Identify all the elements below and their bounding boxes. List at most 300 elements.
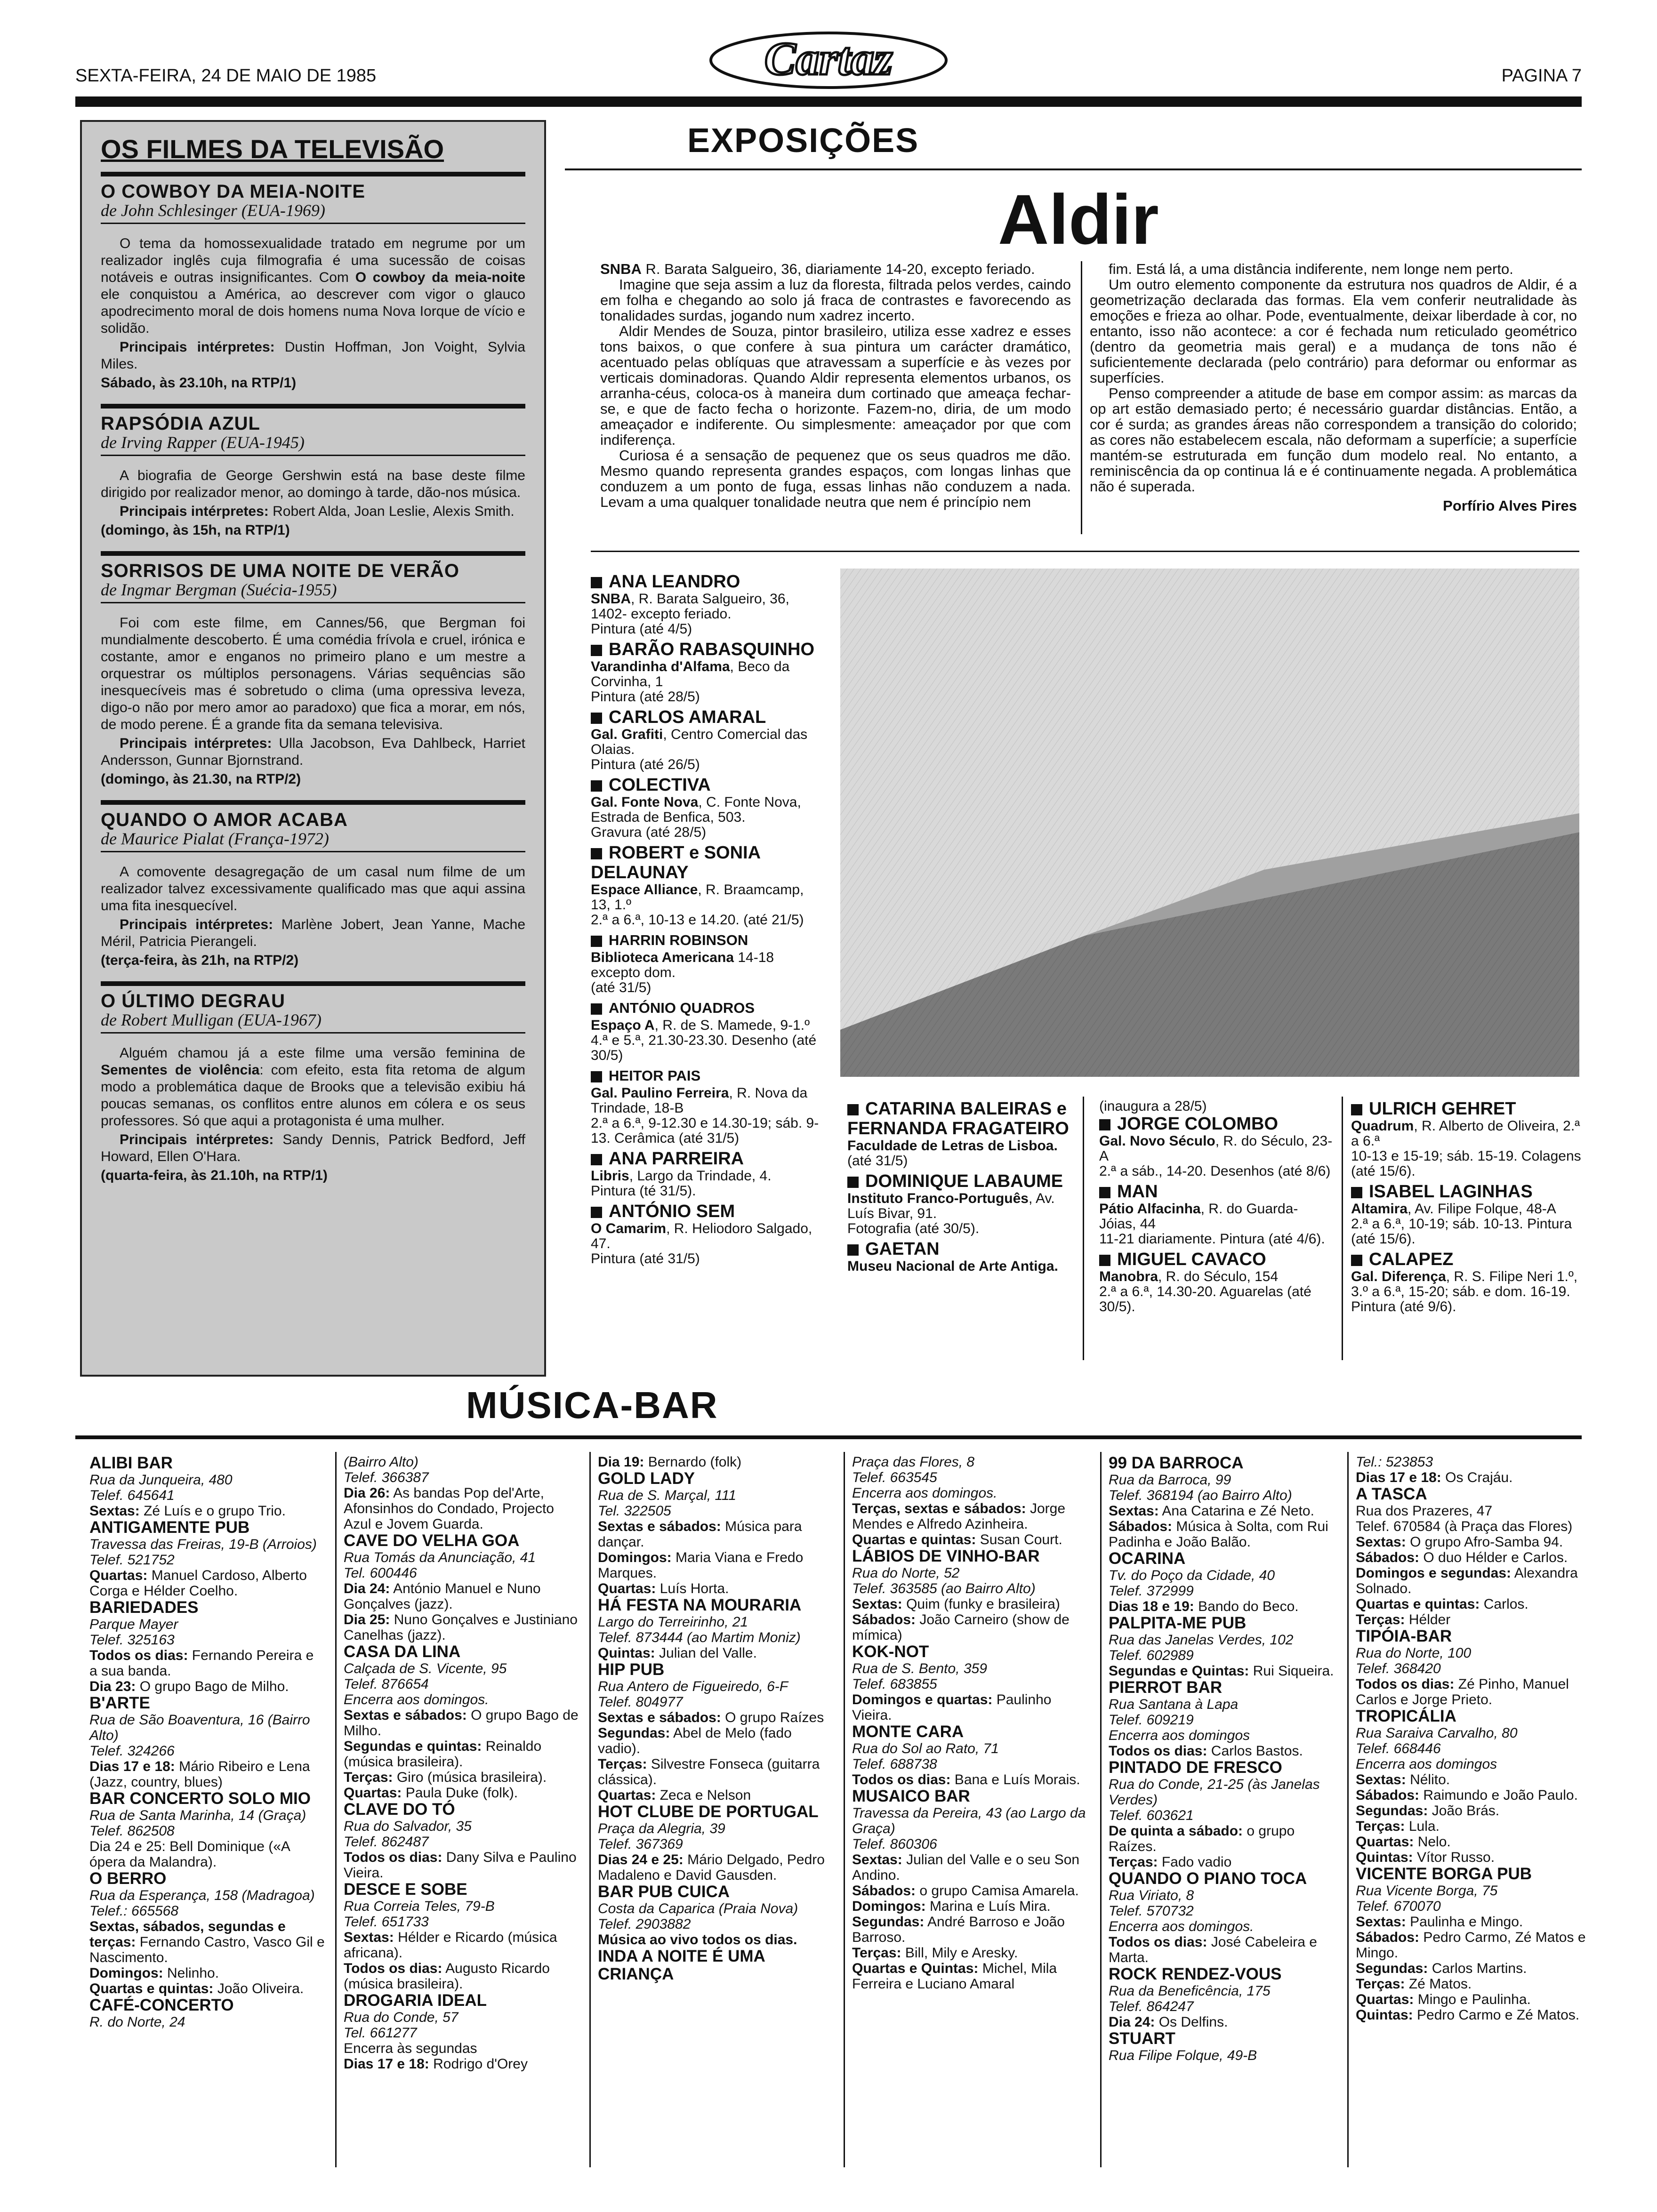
bar-address: Telef. 864247 xyxy=(1109,1999,1194,2014)
exhibition-entry xyxy=(1099,1250,1335,1314)
cast-label: Principais intérpretes: xyxy=(120,504,269,519)
exhibition-entry xyxy=(1351,1182,1582,1247)
bar-note: Telef. 670584 (à Praça das Flores) xyxy=(1356,1519,1573,1534)
column-divider xyxy=(1100,1452,1102,2167)
bar-address: Telef. 860306 xyxy=(852,1836,937,1852)
bar-schedule: Terças, sextas e sábados: Jorge Mendes e Alfredo Azinheira. xyxy=(852,1501,1066,1532)
artist-name xyxy=(591,572,826,592)
article-paragraph: Aldir Mendes de Souza, pintor brasileiro, utiliza esse xadrez e esses tons baixos, o que confere à sua pintura um carácter dramático, acentuado pelas oblíquas que atravessam a superfície e às vezes por verticais dominadoras. Quando Aldir representa elementos urbanos, os arranha-céus, coloca-os à maneira dum cortinado que ameaça fechar-se, e que de facto fecha o horizonte. Fazem-no, diria, de um modo ameaçador e indiferente. Ou simplesmente: ameaçador por que com indiferença. xyxy=(600,323,1071,448)
bar-name: ROCK RENDEZ-VOUS xyxy=(1109,1965,1282,1983)
bar-name: VICENTE BORGA PUB xyxy=(1356,1865,1532,1883)
artist-name-text: ANTÓNIO QUADROS xyxy=(609,1000,755,1016)
bar-address: Telef. 668446 xyxy=(1356,1741,1441,1756)
schedule-day: Dia 23: xyxy=(89,1679,136,1694)
bar-schedule: Todos os dias: Fernando Pereira e a sua banda. xyxy=(89,1648,314,1679)
bar-schedule: Quartas: Nelo. xyxy=(1356,1834,1451,1850)
schedule-day: Quintas: xyxy=(1356,1850,1413,1865)
exhibition-info: Pintura (até 9/6). xyxy=(1351,1299,1456,1314)
bar-address: Telef. 670070 xyxy=(1356,1899,1441,1914)
article-venue: SNBA xyxy=(600,261,642,277)
bar-schedule: Sextas: Nélito. xyxy=(1356,1772,1450,1787)
exhibitions-title: EXPOSIÇÕES xyxy=(687,122,919,160)
venue-name: Altamira xyxy=(1351,1201,1408,1217)
film-title: QUANDO O AMOR ACABA xyxy=(101,809,348,830)
cartaz-logo xyxy=(701,19,956,94)
bar-schedule: Quartas: Paula Duke (folk). xyxy=(344,1785,518,1801)
film-title-ref: O cowboy da meia-noite xyxy=(355,270,525,285)
bar-schedule: Todos os dias: Augusto Ricardo (música brasileira). xyxy=(344,1961,550,1992)
bullet-square-icon xyxy=(591,1003,602,1015)
bar-schedule: Segundas: Carlos Martins. xyxy=(1356,1961,1527,1976)
bar-schedule: Quintas: Pedro Carmo e Zé Matos. xyxy=(1356,2007,1580,2023)
bullet-square-icon xyxy=(591,848,602,859)
bar-schedule: Dias 17 e 18: Mário Ribeiro e Lena (Jazz, country, blues) xyxy=(89,1759,310,1790)
bar-address: Rua da Junqueira, 480 xyxy=(89,1472,233,1488)
schedule-day: Sábados: xyxy=(1356,1550,1420,1565)
artist-name-text: COLECTIVA xyxy=(609,775,711,795)
bar-address: Telef. 521752 xyxy=(89,1552,175,1568)
bar-schedule: Sábados: O duo Hélder e Carlos. xyxy=(1356,1550,1568,1565)
schedule-day: Quartas e quintas: xyxy=(852,1532,976,1547)
artist-name-text: GAETAN xyxy=(865,1239,940,1259)
exhibition-entry xyxy=(1099,1114,1335,1179)
bar-name: PALPITA-ME PUB xyxy=(1109,1614,1247,1632)
inauguration-note: (inaugura a 28/5) xyxy=(1099,1098,1207,1114)
exhibition-info: (até 31/5) xyxy=(591,980,652,995)
schedule-day: Dias 24 e 25: xyxy=(598,1852,684,1867)
artist-name xyxy=(591,1149,826,1169)
exhibition-entry xyxy=(1351,1099,1582,1179)
film-director: de Ingmar Bergman (Suécia-1955) xyxy=(101,581,525,603)
cast-label: Principais intérpretes: xyxy=(120,917,273,932)
bar-address: Rua do Sol ao Rato, 71 xyxy=(852,1741,999,1756)
venue-name: SNBA xyxy=(591,591,631,607)
bar-schedule: Quartas e Quintas: Michel, Mila Ferreira e Luciano Amaral xyxy=(852,1961,1057,1992)
film-synopsis: O tema da homossexualidade tratado em negrume por um realizador inglês cuja filmografia é uma sucessão de coisas notáveis e outras insignificantes. Com O cowboy da meia-noite ele conquistou a América, ao descrever com vigor o glauco apodrecimento moral de dois homens numa Nova Iorque de vício e solidão. xyxy=(101,236,525,336)
bar-schedule: Quintas: Julian del Valle. xyxy=(598,1645,757,1661)
exhibition-info: 2.ª a 6.ª, 10-13 e 14.20. (até 21/5) xyxy=(591,912,804,928)
exhibition-venue: Pátio Alfacinha, R. do Guarda-Jóias, 44 xyxy=(1099,1201,1298,1232)
bar-address: Costa da Caparica (Praia Nova) xyxy=(598,1901,798,1916)
bar-name: KOK-NOT xyxy=(852,1643,929,1661)
bullet-square-icon xyxy=(591,936,602,947)
bar-address: (Bairro Alto) xyxy=(344,1454,418,1470)
bar-schedule: Sábados: Raimundo e João Paulo. xyxy=(1356,1787,1578,1803)
bar-schedule: Todos os dias: José Cabeleira e Marta. xyxy=(1109,1934,1317,1965)
venue-name: Museu Nacional de Arte Antiga. xyxy=(847,1258,1058,1274)
bar-name: PINTADO DE FRESCO xyxy=(1109,1758,1282,1777)
column-divider xyxy=(1083,1097,1084,1360)
bar-address: Rua do Norte, 52 xyxy=(852,1565,960,1581)
bar-schedule: Todos os dias: Bana e Luís Morais. xyxy=(852,1772,1080,1787)
venue-name: Espaço A xyxy=(591,1018,655,1033)
exhibition-venue: Libris, Largo da Trindade, 4. xyxy=(591,1168,772,1184)
bar-address: Telef. 324266 xyxy=(89,1743,175,1759)
film-synopsis: A biografia de George Gershwin está na base deste filme dirigido por realizador menor, ao domingo à tarde, dão-nos música. xyxy=(101,468,525,500)
venue-name: Instituto Franco-Português xyxy=(847,1191,1029,1206)
film-schedule: (terça-feira, às 21h, na RTP/2) xyxy=(101,953,299,968)
bar-address: R. do Norte, 24 xyxy=(89,2014,185,2030)
exhibition-entry xyxy=(847,1099,1078,1169)
exhibition-entry xyxy=(591,998,826,1063)
bar-schedule: Sextas: Paulinha e Mingo. xyxy=(1356,1914,1523,1930)
bar-schedule: Dias 17 e 18: Os Crajáu. xyxy=(1356,1470,1513,1485)
exhibition-venue: Gal. Fonte Nova, C. Fonte Nova, Estrada de Benfica, 503. xyxy=(591,794,801,825)
bar-schedule: Dia 19: Bernardo (folk) xyxy=(598,1454,742,1470)
venue-name: Espace Alliance xyxy=(591,882,698,898)
bar-address: Praça das Flores, 8 xyxy=(852,1454,975,1470)
bullet-square-icon xyxy=(591,577,602,588)
bar-name: CAVE DO VELHA GOA xyxy=(344,1531,520,1550)
bar-address: Tel. 322505 xyxy=(598,1503,671,1519)
artist-name xyxy=(1351,1250,1582,1269)
bar-name: CAFÉ-CONCERTO xyxy=(89,1996,234,2014)
artist-name-text: MIGUEL CAVACO xyxy=(1117,1250,1266,1269)
column-divider xyxy=(589,1452,591,2167)
bar-address: Encerra aos domingos. xyxy=(344,1692,489,1707)
schedule-day: Terças: xyxy=(1356,1612,1405,1627)
schedule-day: Quartas e quintas: xyxy=(89,1981,214,1996)
bar-address: Telef. 570732 xyxy=(1109,1903,1194,1919)
film-director: de Irving Rapper (EUA-1945) xyxy=(101,434,525,456)
bar-schedule: Sextas, sábados, segundas e terças: Fernando Castro, Vasco Gil e Nascimento. xyxy=(89,1919,325,1965)
film-director: de Robert Mulligan (EUA-1967) xyxy=(101,1011,525,1034)
exhibition-info: Pintura (até 26/5) xyxy=(591,757,700,772)
film-entry xyxy=(101,800,525,969)
bar-schedule: Segundas e quintas: Reinaldo (música brasileira). xyxy=(344,1739,542,1770)
schedule-day: Sábados: xyxy=(1356,1787,1420,1803)
bullet-square-icon xyxy=(1099,1255,1110,1266)
bar-address: Rua da Barroca, 99 xyxy=(1109,1472,1231,1488)
article-signature: Porfírio Alves Pires xyxy=(1443,497,1577,514)
bar-schedule: Sábados: Pedro Carmo, Zé Matos e Mingo. xyxy=(1356,1930,1586,1961)
exhibition-venue: Espace Alliance, R. Braamcamp, 13, 1.º xyxy=(591,882,804,913)
bullet-square-icon xyxy=(847,1177,859,1188)
artist-name xyxy=(591,1202,826,1221)
bar-name: A TASCA xyxy=(1356,1485,1427,1503)
cast-label: Principais intérpretes: xyxy=(120,1132,274,1147)
schedule-day: Sábados: xyxy=(852,1612,916,1627)
bar-schedule: Domingos: Nelinho. xyxy=(89,1965,219,1981)
bar-address: Rua Santana à Lapa xyxy=(1109,1697,1239,1712)
venue-name: Gal. Novo Século xyxy=(1099,1133,1215,1149)
column-divider xyxy=(1081,261,1082,534)
exhibition-venue: Altamira, Av. Filipe Folque, 48-A xyxy=(1351,1201,1556,1217)
bar-schedule: Todos os dias: Zé Pinho, Manuel Carlos e Jorge Prieto. xyxy=(1356,1676,1569,1707)
music-rule xyxy=(75,1435,1582,1439)
schedule-day: Sábados: xyxy=(1356,1930,1420,1945)
schedule-day: Todos os dias: xyxy=(1109,1934,1207,1950)
artist-name xyxy=(591,998,826,1018)
venue-name: Biblioteca Americana xyxy=(591,950,734,965)
bar-schedule: Sábados: o grupo Camisa Amarela. xyxy=(852,1883,1079,1899)
schedule-day: Dias 17 e 18: xyxy=(344,2056,429,2072)
schedule-day: Quartas: xyxy=(1356,1992,1414,2007)
bar-schedule: Sextas e sábados: O grupo Raízes xyxy=(598,1710,824,1725)
exhibition-info: Pintura (até 4/5) xyxy=(591,621,692,637)
bar-name: ANTIGAMENTE PUB xyxy=(89,1518,250,1537)
bar-address: Rua Viriato, 8 xyxy=(1109,1888,1194,1903)
bar-schedule: Terças: Lula. xyxy=(1356,1819,1440,1834)
exhibition-info: Gravura (até 28/5) xyxy=(591,825,707,840)
bar-note: Dia 24 e 25: Bell Dominique («A ópera da Malandra). xyxy=(89,1839,290,1870)
schedule-day: Terças, sextas e sábados: xyxy=(852,1501,1026,1516)
bar-address: Telef. 663545 xyxy=(852,1470,937,1485)
schedule-day: Sextas e sábados: xyxy=(598,1519,721,1534)
cast-label: Principais intérpretes: xyxy=(120,339,275,355)
bar-address: Rua do Conde, 21-25 (às Janelas Verdes) xyxy=(1109,1777,1320,1808)
bar-name: TIPÓIA-BAR xyxy=(1356,1627,1452,1645)
schedule-day: Quartas e quintas: xyxy=(1356,1596,1480,1612)
article-paragraph: Curiosa é a sensação de pequenez que os seus quadros me dão. Mesmo quando representa grandes espaços, com longas linhas que conduzem a um ponto de fuga, essas linhas não conduzem a nada. Levam a uma qualquer tonalidade neutra que nem é princípio nem xyxy=(600,447,1071,510)
film-title: RAPSÓDIA AZUL xyxy=(101,413,260,434)
venue-name: Manobra xyxy=(1099,1269,1158,1284)
bar-address: Rua do Norte, 100 xyxy=(1356,1645,1472,1661)
exhibition-entry xyxy=(591,1202,826,1266)
film-entry xyxy=(101,981,525,1184)
film-schedule: (quarta-feira, às 21.10h, na RTP/1) xyxy=(101,1168,328,1183)
bullet-square-icon xyxy=(591,1071,602,1082)
exhibition-venue: Gal. Novo Século, R. do Século, 23-A xyxy=(1099,1133,1333,1164)
artist-name xyxy=(1351,1099,1582,1119)
bullet-square-icon xyxy=(591,645,602,656)
bar-note: Música ao vivo todos os dias. xyxy=(598,1932,797,1948)
bar-name: STUART xyxy=(1109,2029,1175,2048)
bar-address: Rua do Conde, 57 xyxy=(344,2010,458,2025)
artist-name xyxy=(847,1099,1078,1138)
music-bar-title: MÚSICA-BAR xyxy=(466,1384,718,1426)
venue-name: Pátio Alfacinha xyxy=(1099,1201,1201,1217)
bar-address: Telef. 609219 xyxy=(1109,1712,1194,1728)
bar-address: Tv. do Poço da Cidade, 40 xyxy=(1109,1568,1275,1583)
artist-name-text: CARLOS AMARAL xyxy=(609,707,766,727)
film-entry xyxy=(101,172,525,392)
artist-name-text: BARÃO RABASQUINHO xyxy=(609,640,814,659)
music-bar-column xyxy=(598,1454,833,1983)
schedule-day: Sextas: xyxy=(344,1930,394,1945)
column-divider xyxy=(844,1452,845,2167)
bar-address: Telef. 873444 (ao Martim Moniz) xyxy=(598,1630,801,1645)
bar-schedule: Todos os dias: Dany Silva e Paulino Vieira. xyxy=(344,1850,577,1881)
bar-schedule: Sextas e sábados: O grupo Bago de Milho. xyxy=(344,1707,579,1739)
exhibition-info: 10-13 e 15-19; sáb. 15-19. Colagens (até 15/6). xyxy=(1351,1148,1581,1179)
artist-name xyxy=(1099,1182,1335,1202)
film-schedule: (domingo, às 15h, na RTP/1) xyxy=(101,522,290,538)
bar-address: Telef.: 665568 xyxy=(89,1903,179,1919)
bullet-square-icon xyxy=(1351,1255,1362,1266)
artist-name xyxy=(591,707,826,727)
schedule-day: Sextas: xyxy=(1356,1772,1406,1787)
bar-name: QUANDO O PIANO TOCA xyxy=(1109,1869,1307,1888)
exhibition-listings-b xyxy=(847,1099,1078,1277)
schedule-day: Terças: xyxy=(1356,1976,1405,1992)
bar-schedule: Sextas: Julian del Valle e o seu Son Andino. xyxy=(852,1852,1080,1883)
artist-name-text: ROBERT e SONIA DELAUNAY xyxy=(591,843,760,882)
bar-address: Telef. 363585 (ao Bairro Alto) xyxy=(852,1581,1036,1596)
schedule-day: Sextas: xyxy=(852,1596,902,1612)
bar-address: Telef. 602989 xyxy=(1109,1648,1194,1663)
artist-name-text: CALAPEZ xyxy=(1369,1250,1454,1269)
bar-schedule: Quartas: Mingo e Paulinha. xyxy=(1356,1992,1531,2007)
expo-rule xyxy=(565,168,1582,170)
artist-name-text: JORGE COLOMBO xyxy=(1117,1114,1279,1134)
article-column-2 xyxy=(1090,261,1577,513)
bar-address: Encerra aos domingos xyxy=(1109,1728,1250,1743)
film-director: de John Schlesinger (EUA-1969) xyxy=(101,202,525,224)
schedule-day: Sextas: xyxy=(852,1852,902,1867)
bar-address: Largo do Terreirinho, 21 xyxy=(598,1614,748,1630)
bar-schedule: Quartas e quintas: Carlos. xyxy=(1356,1596,1528,1612)
schedule-day: Todos os dias: xyxy=(852,1772,951,1787)
bar-schedule: Domingos e quartas: Paulinho Vieira. xyxy=(852,1692,1052,1723)
bullet-square-icon xyxy=(1351,1104,1362,1115)
exhibition-venue: Manobra, R. do Século, 154 xyxy=(1099,1269,1279,1284)
schedule-day: Segundas e quintas: xyxy=(344,1739,482,1754)
venue-name: Quadrum xyxy=(1351,1118,1414,1134)
venue-name: Varandinha d'Alfama xyxy=(591,659,730,674)
bar-schedule: Dia 25: Nuno Gonçalves e Justiniano Canelhas (jazz). xyxy=(344,1612,578,1643)
bar-address: Telef. 603621 xyxy=(1109,1808,1194,1823)
schedule-day: Dia 25: xyxy=(344,1612,390,1627)
bar-schedule: Quartas: Manuel Cardoso, Alberto Corga e Hélder Coelho. xyxy=(89,1568,307,1599)
bar-name: MUSAICO BAR xyxy=(852,1787,970,1805)
artist-name-text: ANA PARREIRA xyxy=(609,1149,744,1169)
schedule-day: Segundas: xyxy=(1356,1803,1428,1819)
bar-address: Telef. 372999 xyxy=(1109,1583,1194,1599)
article-paragraph: Penso compreender a atitude de base em compor assim: as marcas da op art estão demasiado perto; é necessário guardar distâncias. Então, a cor é surda; as grandes áreas não correspondem a transição do colorido; as cores não estabelecem escala, não deformam a superfície; a superfície mantém-se estruturada em função dum modelo real. No entanto, a reminiscência da op continua lá e é continuamente negada. A problemática não é superada. xyxy=(1090,385,1577,495)
schedule-day: Segundas e Quintas: xyxy=(1109,1663,1249,1679)
bar-address: Telef. 651733 xyxy=(344,1914,429,1930)
bar-schedule: Sextas: Quim (funky e brasileira) xyxy=(852,1596,1060,1612)
schedule-day: Dias 18 e 19: xyxy=(1109,1599,1194,1614)
artist-name-text: MAN xyxy=(1117,1182,1158,1202)
bar-schedule: Dias 24 e 25: Mário Delgado, Pedro Madaleno e David Gausden. xyxy=(598,1852,825,1883)
bar-address: Encerra aos domingos. xyxy=(852,1485,997,1501)
bullet-square-icon xyxy=(847,1244,859,1256)
page-number: PAGINA 7 xyxy=(1501,66,1582,86)
film-schedule: (domingo, às 21.30, na RTP/2) xyxy=(101,771,301,787)
tv-films-box xyxy=(80,120,546,1377)
schedule-day: Todos os dias: xyxy=(1356,1676,1455,1692)
exhibition-info: 2.ª a sáb., 14-20. Desenhos (até 8/6) xyxy=(1099,1163,1331,1179)
film-schedule: Sábado, às 23.10h, na RTP/1) xyxy=(101,375,297,391)
column-divider xyxy=(335,1452,337,2167)
exhibition-info: Fotografia (até 30/5). xyxy=(847,1221,980,1236)
exhibition-entry xyxy=(1099,1182,1335,1247)
bar-address: Rua de Santa Marinha, 14 (Graça) xyxy=(89,1808,306,1823)
artist-name-text: DOMINIQUE LABAUME xyxy=(865,1171,1063,1191)
article-paragraph: Imagine que seja assim a luz da floresta, filtrada pelos verdes, caindo em folha e chegando ao solo já fraca de contrastes e favorecendo as tonalidades surdas, jogando num xadrez incerto. xyxy=(600,276,1071,324)
artist-name-text: ULRICH GEHRET xyxy=(1369,1099,1516,1119)
film-cast: Principais intérpretes: Robert Alda, Joan Leslie, Alexis Smith. xyxy=(120,504,515,519)
exhibition-entry xyxy=(847,1171,1078,1236)
bar-address: Encerra aos domingos xyxy=(1356,1756,1497,1772)
bar-schedule: Sextas: Hélder e Ricardo (música africana). xyxy=(344,1930,557,1961)
film-cast: Principais intérpretes: Marlène Jobert, Jean Yanne, Mache Méril, Patricia Pierangeli. xyxy=(101,917,526,949)
exhibition-info: Pintura (té 31/5). xyxy=(591,1183,696,1199)
venue-name: Gal. Fonte Nova xyxy=(591,794,699,810)
artist-name-text: CATARINA BALEIRAS e FERNANDA FRAGATEIRO xyxy=(847,1099,1069,1138)
bar-schedule: Quintas: Vítor Russo. xyxy=(1356,1850,1495,1865)
bar-schedule: Dia 23: O grupo Bago de Milho. xyxy=(89,1679,289,1694)
bar-schedule: Todos os dias: Carlos Bastos. xyxy=(1109,1743,1303,1759)
bar-address: Rua Antero de Figueiredo, 6-F xyxy=(598,1679,788,1694)
bar-address: Telef. 862508 xyxy=(89,1823,175,1839)
exhibition-venue xyxy=(847,1259,1078,1274)
schedule-day: Dia 24: xyxy=(344,1581,390,1596)
bar-schedule: Terças: Hélder xyxy=(1356,1612,1451,1627)
artist-name xyxy=(591,930,826,950)
artist-name-text: ISABEL LAGINHAS xyxy=(1369,1182,1533,1202)
bar-schedule: Quartas e quintas: Susan Court. xyxy=(852,1532,1062,1547)
venue-name: Gal. Diferença xyxy=(1351,1269,1446,1284)
bar-address: Parque Mayer xyxy=(89,1617,178,1632)
bar-address: Telef. 2903882 xyxy=(598,1916,691,1932)
bullet-square-icon xyxy=(847,1104,859,1115)
venue-name: Gal. Paulino Ferreira xyxy=(591,1085,729,1101)
schedule-day: Terças: xyxy=(852,1945,901,1961)
artist-name xyxy=(1351,1182,1582,1202)
bar-address: Telef. 876654 xyxy=(344,1676,429,1692)
music-bar-column xyxy=(1109,1454,1344,2063)
exhibition-entry xyxy=(847,1239,1078,1274)
schedule-day: Domingos: xyxy=(598,1550,672,1565)
schedule-day: Terças: xyxy=(1109,1854,1158,1870)
film-synopsis: Alguém chamou já a este filme uma versão feminina de Sementes de violência: com efeito, esta fita retoma de algum modo a problemática daque de Brooks que a televisão exibiu há poucas semanas, os conflitos entre alunos em cólera e os seus professores. Só que aqui a protagonista é uma mulher. xyxy=(101,1045,526,1129)
schedule-day: Terças: xyxy=(598,1756,647,1772)
bar-address: Rua Correia Teles, 79-B xyxy=(344,1899,495,1914)
schedule-day: Sextas: xyxy=(1356,1914,1406,1930)
film-director: de Maurice Pialat (França-1972) xyxy=(101,830,525,852)
bar-name: BAR PUB CUICA xyxy=(598,1883,730,1901)
bar-schedule: Segundas: João Brás. xyxy=(1356,1803,1500,1819)
exhibition-info: 2.ª a 6.ª, 10-19; sáb. 10-13. Pintura (até 15/6). xyxy=(1351,1216,1572,1247)
film-synopsis: A comovente desagregação de um casal num filme de um realizador talvez excessivamente qualificado mas que aqui assina uma fita inesquecível. xyxy=(101,864,525,914)
venue-name: O Camarim xyxy=(591,1221,667,1236)
exhibition-entry xyxy=(591,843,826,928)
issue-date: SEXTA-FEIRA, 24 DE MAIO DE 1985 xyxy=(75,66,377,86)
artist-name xyxy=(1099,1250,1335,1269)
bar-address: Rua de São Boaventura, 16 (Bairro Alto) xyxy=(89,1712,310,1743)
bar-schedule: Dia 24: Os Delfins. xyxy=(1109,2014,1228,2030)
bar-address: Rua da Beneficência, 175 xyxy=(1109,1983,1271,1999)
exhibition-entry xyxy=(591,1149,826,1199)
film-title: O COWBOY DA MEIA-NOITE xyxy=(101,181,365,202)
bar-name: HOT CLUBE DE PORTUGAL xyxy=(598,1803,819,1821)
artist-name xyxy=(591,640,826,659)
schedule-day: Quartas: xyxy=(1356,1834,1414,1850)
venue-name: Libris xyxy=(591,1168,629,1184)
bar-address: Rua de S. Bento, 359 xyxy=(852,1661,987,1676)
exhibition-entry xyxy=(591,930,826,995)
schedule-day: Quartas e Quintas: xyxy=(852,1961,979,1976)
schedule-day: Quartas: xyxy=(598,1787,656,1803)
bar-schedule: Segundas: André Barroso e João Barroso. xyxy=(852,1914,1065,1945)
exhibition-info: Pintura (até 31/5) xyxy=(591,1251,700,1266)
bar-address: Telef. 368420 xyxy=(1356,1661,1441,1676)
bar-schedule: Sextas: Ana Catarina e Zé Neto. xyxy=(1109,1503,1314,1519)
listings-rule xyxy=(591,551,1579,552)
exhibition-info: 2.ª a 6.ª, 14.30-20. Aguarelas (até 30/5). xyxy=(1099,1284,1311,1314)
exhibition-venue: O Camarim, R. Heliodoro Salgado, 47. xyxy=(591,1221,812,1251)
artist-name xyxy=(591,775,826,795)
artist-name-text: ANTÓNIO SEM xyxy=(609,1202,735,1221)
bar-name: 99 DA BARROCA xyxy=(1109,1454,1244,1472)
bullet-square-icon xyxy=(591,1154,602,1165)
schedule-day: Sextas e sábados: xyxy=(598,1710,721,1725)
bar-address: Telef. 683855 xyxy=(852,1676,937,1692)
bar-schedule: Terças: Bill, Mily e Aresky. xyxy=(852,1945,1018,1961)
